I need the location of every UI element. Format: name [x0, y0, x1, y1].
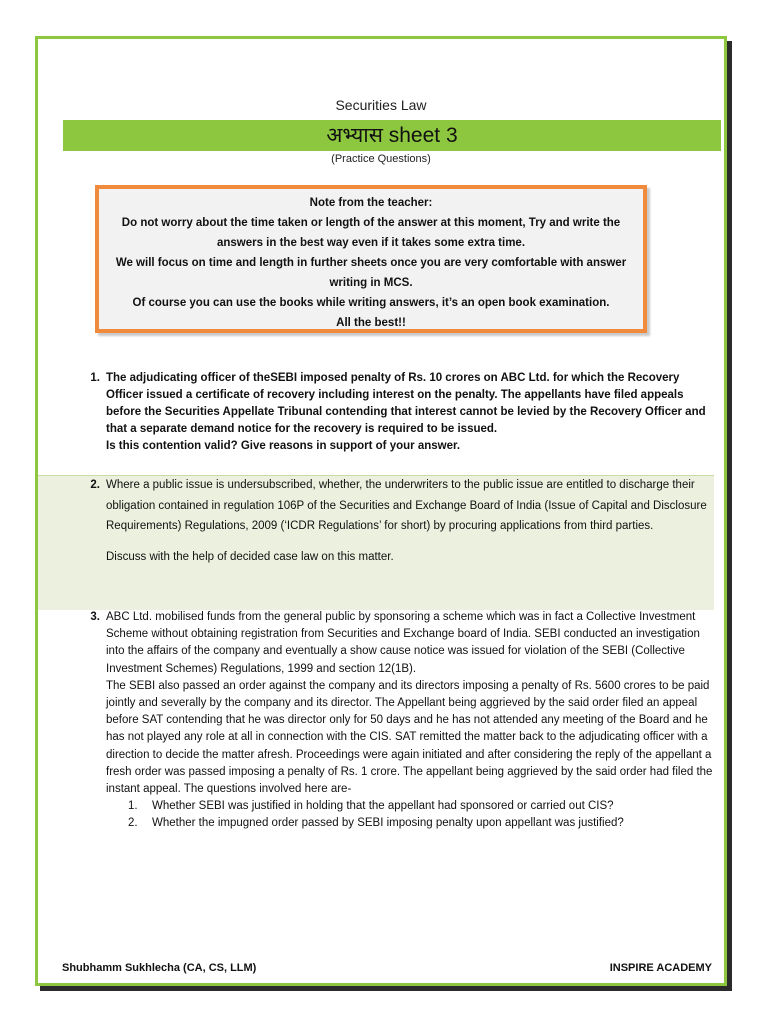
document-page	[35, 36, 727, 986]
question-number: 1.	[90, 372, 100, 384]
question-text: The SEBI also passed an order against the company and its directors imposing a penalty of Rs. 5600 crores to be paid jointly and severally by the company and its director. The Appellant being aggrieved by the said order filed an appeal before SAT contending that he was director only for 50 days and he has not attended any meeting of the Board and he has not played any role at all in connection with the CIS. SAT remitted the matter back to the adjudicating officer with a direction to decide the matter afresh. Proceedings were again initiated and after considering the reply of the appellant a fresh order was passed imposing a penalty of Rs. 1 crore. The appellant being aggrieved by the said order had filed the instant appeal. The questions involved here are-	[106, 679, 713, 796]
sheet-title: अभ्यास sheet 3	[63, 120, 721, 151]
question-text: Discuss with the help of decided case law on this matter.	[106, 550, 394, 563]
teacher-note-line: We will focus on time and length in further sheets once you are very comfortable with answer writing in MCS.	[115, 257, 627, 289]
teacher-note-line: Do not worry about the time taken or length of the answer at this moment, Try and write the answers in the best way even if it takes some extra time.	[121, 217, 621, 249]
question-text: ABC Ltd. mobilised funds from the general public by sponsoring a scheme which was in fact a Collective Investment Scheme without obtaining registration from Securities and Exchange board of India. SEBI conducted an investigation into the affairs of the company and eventually a show cause notice was issued for violation of the SEBI (Collective Investment Schemes) Regulations, 1999 and section 12(1B).	[106, 611, 700, 675]
footer-academy: INSPIRE ACADEMY	[609, 962, 712, 974]
sub-question-text: Whether SEBI was justified in holding that the appellant had sponsored or carried out CIS?	[152, 800, 614, 813]
sheet-subtitle: (Practice Questions)	[331, 153, 431, 165]
sub-question	[128, 815, 718, 832]
sub-question-list	[128, 798, 718, 832]
question-text: The adjudicating officer of theSEBI imposed penalty of Rs. 10 crores on ABC Ltd. for which the Recovery Officer issued a certificate of recovery including interest on the penalty. The appellants have filed appeals before the Securities Appellate Tribunal contending that interest cannot be levied by the Recovery Officer and that a separate demand notice for the recovery is required to be issued.	[106, 372, 706, 435]
question-text: Is this contention valid? Give reasons in support of your answer.	[106, 440, 461, 452]
question-number: 2.	[90, 479, 100, 491]
teacher-note-heading: Note from the teacher:	[309, 197, 433, 209]
question-3	[78, 609, 718, 833]
sub-question-text: Whether the impugned order passed by SEBI imposing penalty upon appellant was justified?	[152, 817, 624, 830]
sub-question	[128, 798, 718, 815]
teacher-note-line: All the best!!	[336, 317, 406, 329]
sub-question-number: 2.	[128, 817, 138, 830]
teacher-note-box	[95, 185, 647, 333]
subject-heading: Securities Law	[335, 97, 427, 113]
question-2	[78, 475, 718, 567]
question-1	[78, 370, 718, 455]
question-text: Where a public issue is undersubscribed, whether, the underwriters to the public issue are entitled to discharge their obligation contained in regulation 106P of the Securities and Exchange Board of India (Issue of Capital and Disclosure Requirements) Regulations, 2009 (‘ICDR Regulations’ for short) by procuring applications from third parties.	[106, 479, 707, 532]
question-number: 3.	[90, 611, 100, 623]
sub-question-number: 1.	[128, 800, 138, 813]
teacher-note-line: Of course you can use the books while writing answers, it’s an open book examination.	[132, 297, 610, 309]
footer-author: Shubhamm Sukhlecha (CA, CS, LLM)	[62, 962, 257, 974]
